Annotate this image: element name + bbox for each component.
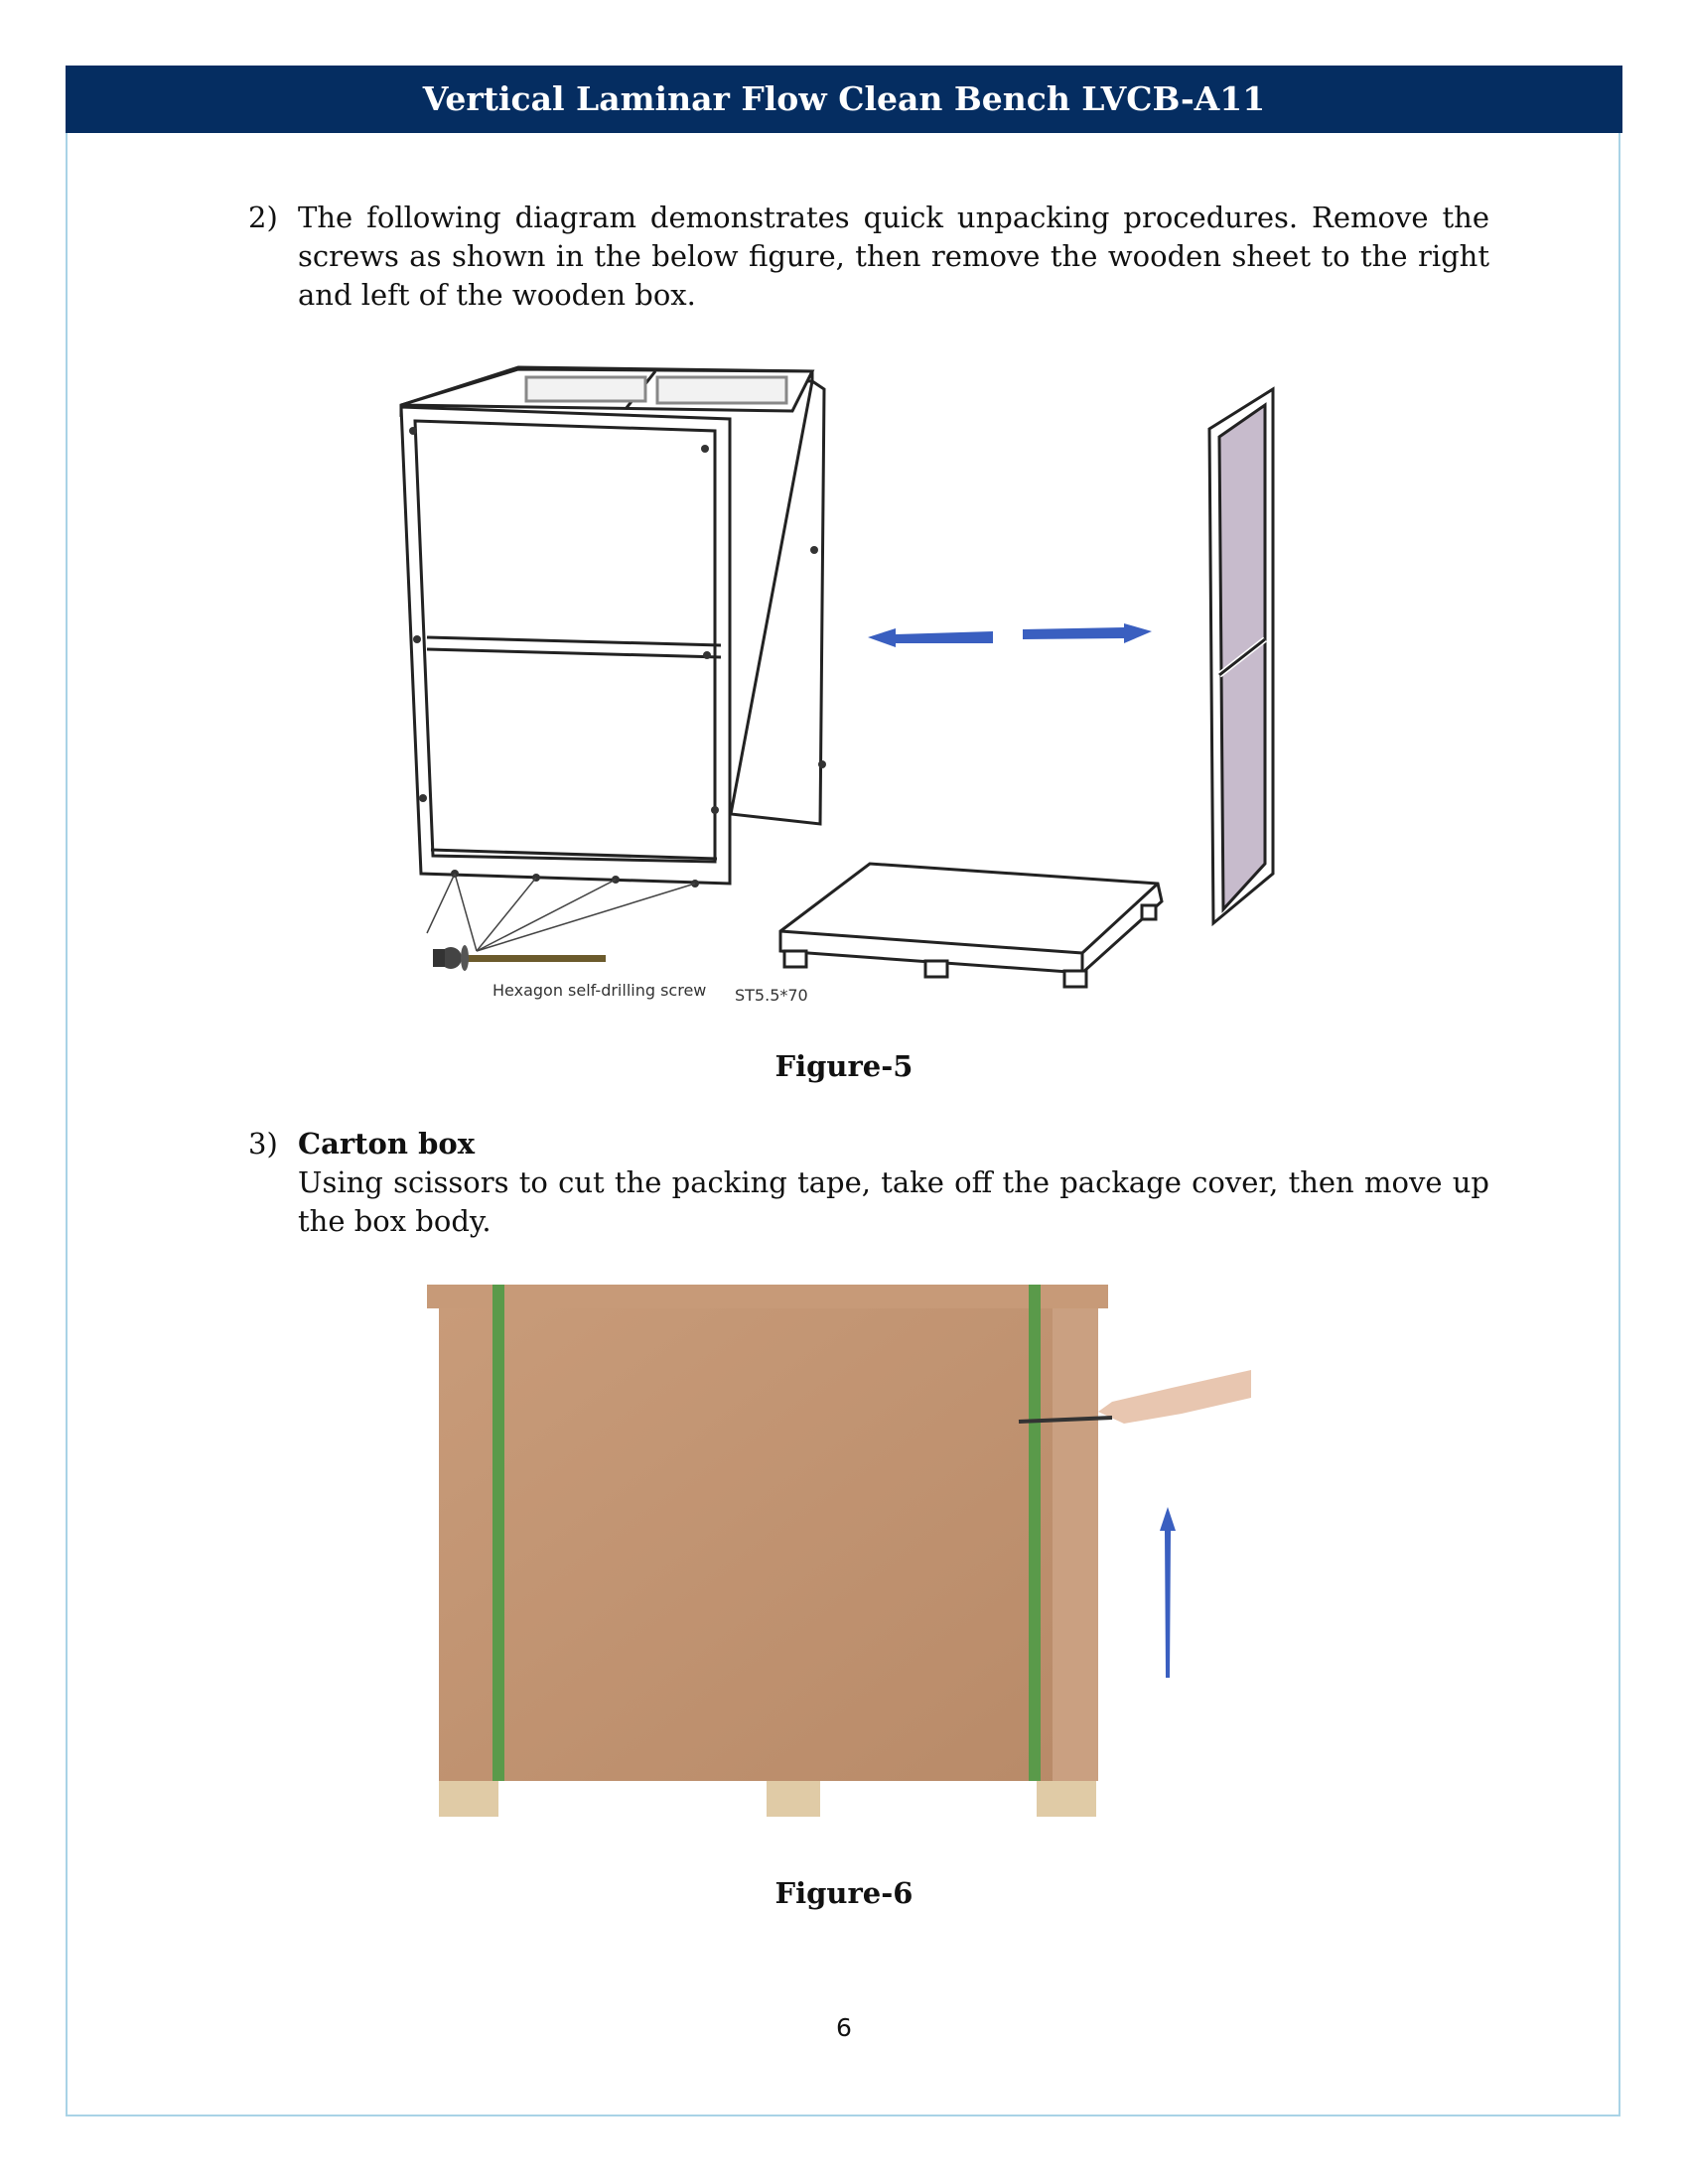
step-text: The following diagram demonstrates quick unpacking procedures. Remove the screws as shown in the below figure, then remove the wooden sheet to the right and left of the wooden box. [298,201,1489,312]
step-number: 2) [248,201,278,234]
step-text: Using scissors to cut the packing tape, take off the package cover, then move up the box body. [298,1165,1489,1238]
screw-spec: ST5.5*70 [735,986,808,1005]
page-header-title: Vertical Laminar Flow Clean Bench LVCB-A11 [66,66,1622,133]
figure-5-diagram [387,357,1281,1013]
step-heading: Carton box [298,1127,475,1160]
screw-label: Hexagon self-drilling screw [492,981,707,1000]
step-number: 3) [248,1127,278,1160]
step-3 [248,1125,1489,1241]
step-2 [248,199,1489,315]
figure-5-caption: Figure-5 [774,1049,914,1083]
figure-6-caption: Figure-6 [774,1876,914,1910]
page-number: 6 [836,2013,852,2042]
figure-6-photo [417,1271,1291,1837]
